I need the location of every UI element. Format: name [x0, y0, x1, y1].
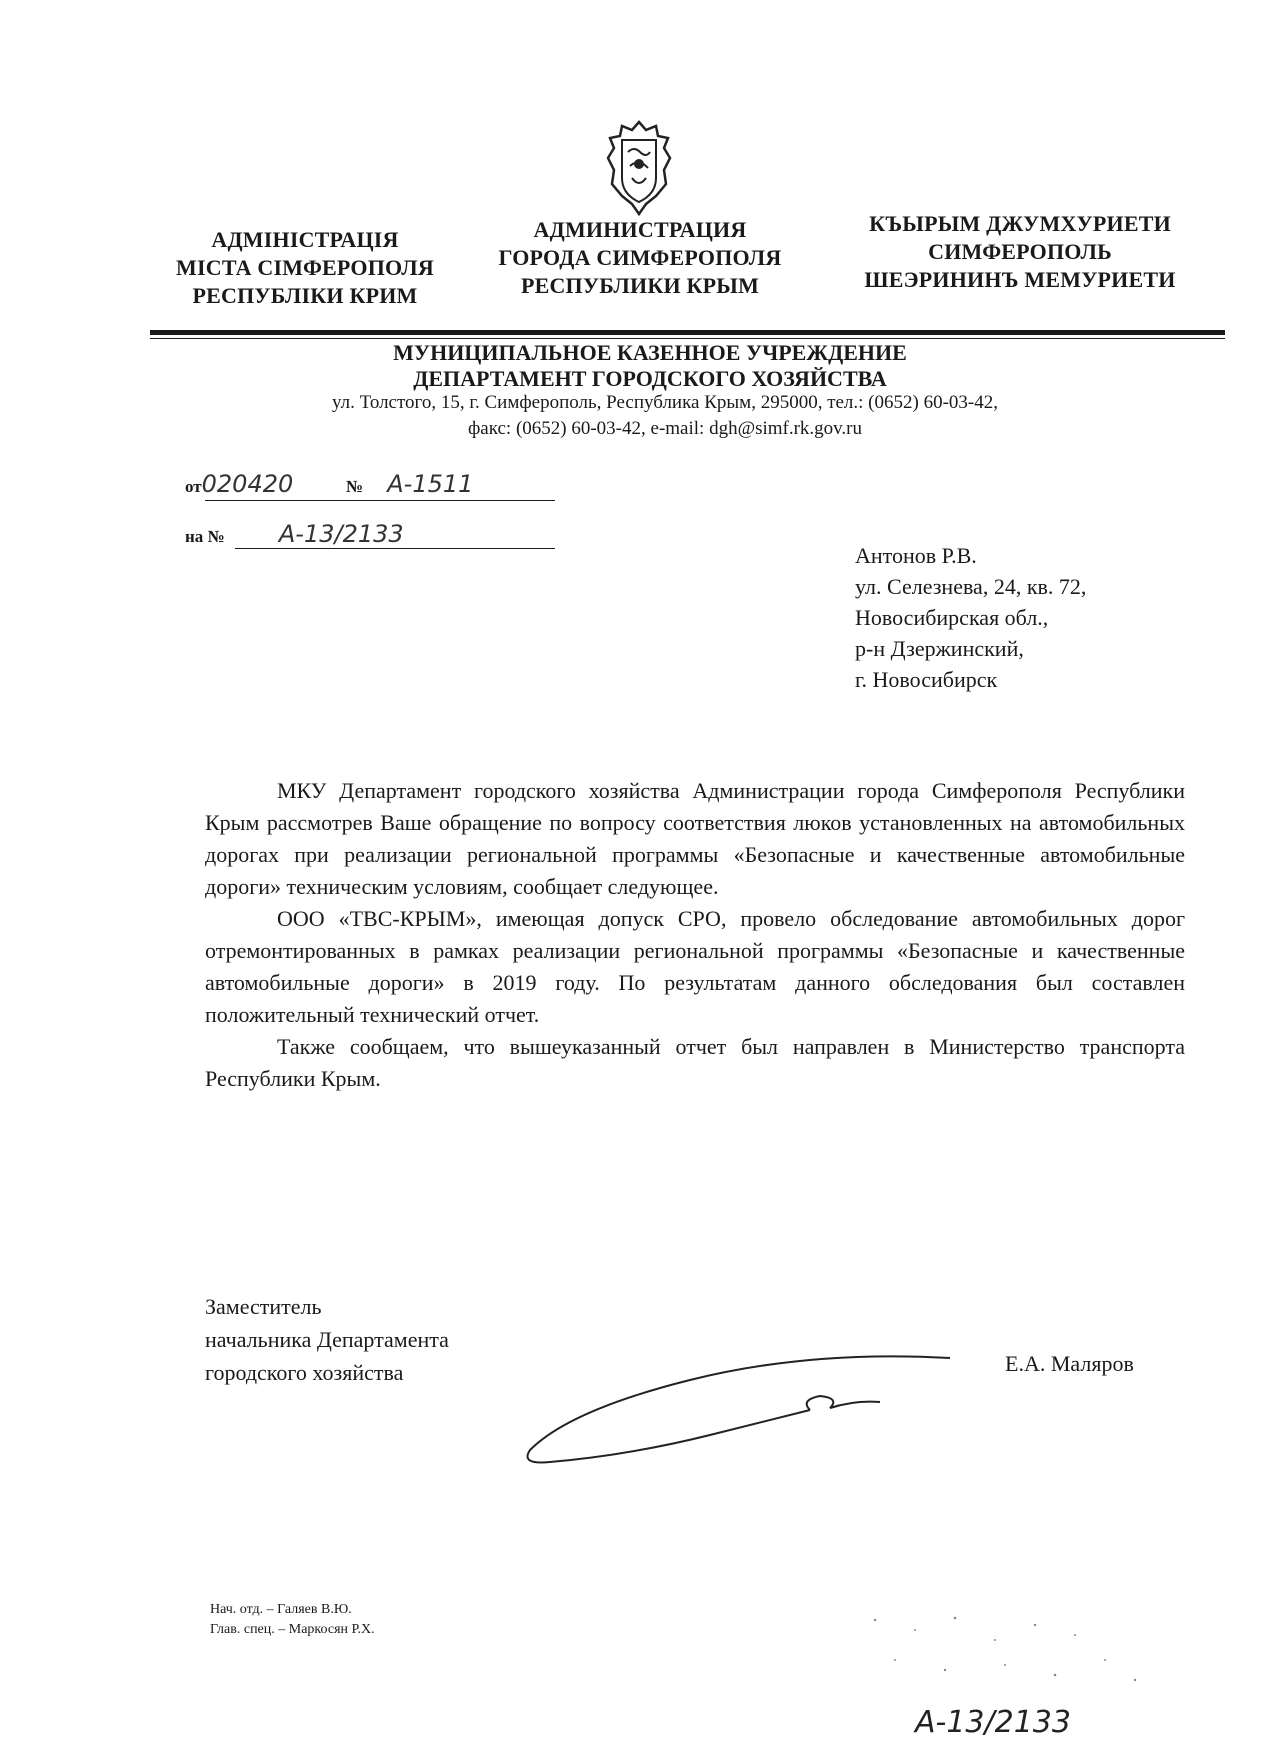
reply-reg-line: на № А-13/2133 [185, 520, 404, 548]
executor-notes: Нач. отд. – Галяев В.Ю. Глав. спец. – Маркосян Р.Х. [210, 1602, 375, 1637]
outgoing-reg-line: от020420 № А-1511 [185, 470, 474, 498]
reply-number: А-13/2133 [278, 520, 404, 548]
body-paragraph: ООО «ТВС-КРЫМ», имеющая допуск СРО, провело обследование автомобильных дорог отремонтированных в рамках реализации региональной программы «Безопасные и качественные автомобильные дороги» в 2019 году. По результатам данного обследования был составлен положительный технический отчет. [205, 906, 1185, 1027]
signatory-name: Е.А. Маляров [1005, 1351, 1134, 1376]
outgoing-underline [205, 500, 555, 501]
incoming-stamp-number: А-13/2133 [915, 1705, 1071, 1740]
outgoing-date: 020420 [201, 470, 294, 498]
body-paragraph: Также сообщаем, что вышеуказанный отчет был направлен в Министерство транспорта Республики Крым. [205, 1034, 1185, 1091]
outgoing-number: А-1511 [387, 470, 474, 498]
body-paragraph: МКУ Департамент городского хозяйства Администрации города Симферополя Республики Крым рассмотрев Ваше обращение по вопросу соответствия люков установленных на автомобильных дорогах при реализации региональной программы «Безопасные и качественные автомобильные дороги» техническим условиям, сообщает следующее. [205, 778, 1185, 899]
recipient-address-block: Антонов Р.В. ул. Селезнева, 24, кв. 72, Новосибирская обл., р-н Дзержинский, г. Новосибирск [855, 543, 1087, 692]
header-divider-thin [150, 338, 1225, 339]
header-center-russian: АДМИНИСТРАЦИЯ ГОРОДА СИМФЕРОПОЛЯ РЕСПУБЛИКИ КРЫМ [498, 217, 782, 298]
coat-of-arms-emblem [600, 118, 678, 218]
header-left-ukrainian: АДМІНІСТРАЦІЯ МІСТА СІМФЕРОПОЛЯ РЕСПУБЛІКИ КРИМ [176, 227, 434, 308]
organization-name: МУНИЦИПАЛЬНОЕ КАЗЕННОЕ УЧРЕЖДЕНИЕ ДЕПАРТАМЕНТ ГОРОДСКОГО ХОЗЯЙСТВА [393, 340, 907, 391]
reply-underline [235, 548, 555, 549]
signatory-title: Заместитель начальника Департамента городского хозяйства [205, 1294, 449, 1385]
letter-body [205, 775, 1185, 1095]
header-divider-thick [150, 330, 1225, 335]
handwritten-signature [510, 1340, 960, 1470]
header-right-crimean-tatar: КЪЫРЫМ ДЖУМХУРИЕТИ СИМФЕРОПОЛЬ ШЕЭРИНИНЪ МЕМУРИЕТИ [864, 211, 1176, 292]
organization-address: ул. Толстого, 15, г. Симферополь, Республика Крым, 295000, тел.: (0652) 60-03-42, факс: (0652) 60-03-42, e-mail: dgh@simf.rk.gov.ru [332, 392, 998, 439]
